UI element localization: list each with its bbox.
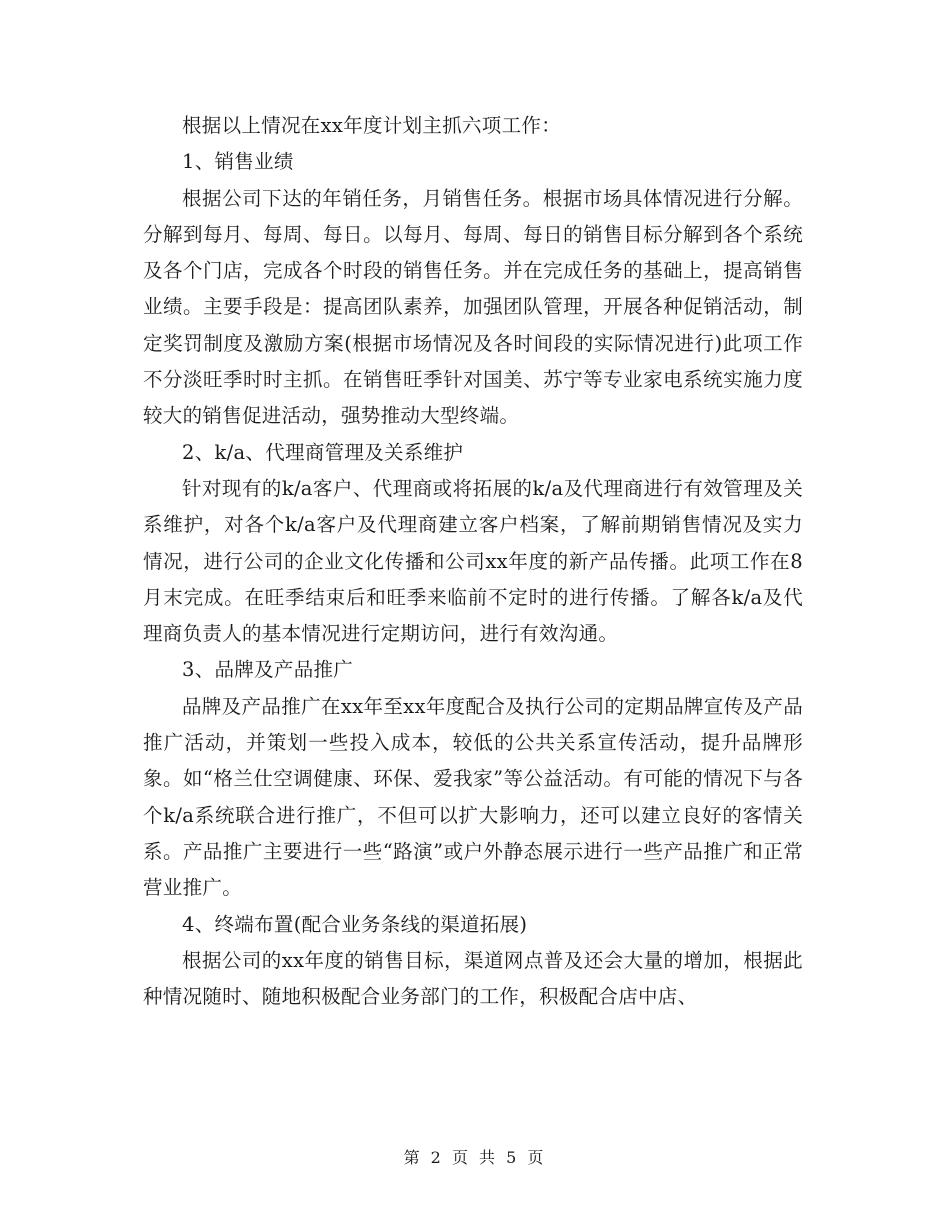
intro-line: 根据以上情况在xx年度计划主抓六项工作： <box>182 114 561 137</box>
section-heading-ka: 2、k/a、代理商管理及关系维护 <box>182 440 464 464</box>
section-body-terminal: 根据公司的xx年度的销售目标，渠道网点普及还会大量的增加，根据此种情况随时、随地积极配合业务部门的工作，积极配合店中店、 <box>143 948 803 1009</box>
section-body-sales: 根据公司下达的年销任务，月销售任务。根据市场具体情况进行分解。分解到每月、每周、每日。以每月、每周、每日的销售目标分解到各个系统及各个门店，完成各个时段的销售任务。并在完成任务的基础上，提高销售业绩。主要手段是：提高团队素养，加强团队管理，开展各种促销活动，制定奖罚制度及激励方案(根据市场情况及各时间段的实际情况进行)此项工作不分淡旺季时时主抓。在销售旺季针对国美、苏宁等专业家电系统实施力度较大的销售促进活动，强势推动大型终端。 <box>143 186 803 428</box>
section-heading-sales: 1、销售业绩 <box>182 150 294 174</box>
section-heading-terminal: 4、终端布置(配合业务条线的渠道拓展) <box>182 912 528 936</box>
section-body-ka: 针对现有的k/a客户、代理商或将拓展的k/a及代理商进行有效管理及关系维护，对各个k/a客户及代理商建立客户档案，了解前期销售情况及实力情况，进行公司的企业文化传播和公司xx年度的新产品传播。此项工作在8月末完成。在旺季结束后和旺季来临前不定时的进行传播。了解各k/a及代理商负责人的基本情况进行定期访问，进行有效沟通。 <box>143 476 803 646</box>
section-body-brand: 品牌及产品推广在xx年至xx年度配合及执行公司的定期品牌宣传及产品推广活动，并策划一些投入成本，较低的公共关系宣传活动，提升品牌形象。如“格兰仕空调健康、环保、爱我家”等公益活动。有可能的情况下与各个k/a系统联合进行推广，不但可以扩大影响力，还可以建立良好的客情关系。产品推广主要进行一些“路演”或户外静态展示进行一些产品推广和正常营业推广。 <box>143 694 803 900</box>
section-heading-brand: 3、品牌及产品推广 <box>182 658 354 682</box>
document-body <box>143 108 803 1015</box>
page-number-footer: 第 2 页 共 5 页 <box>403 1148 547 1167</box>
